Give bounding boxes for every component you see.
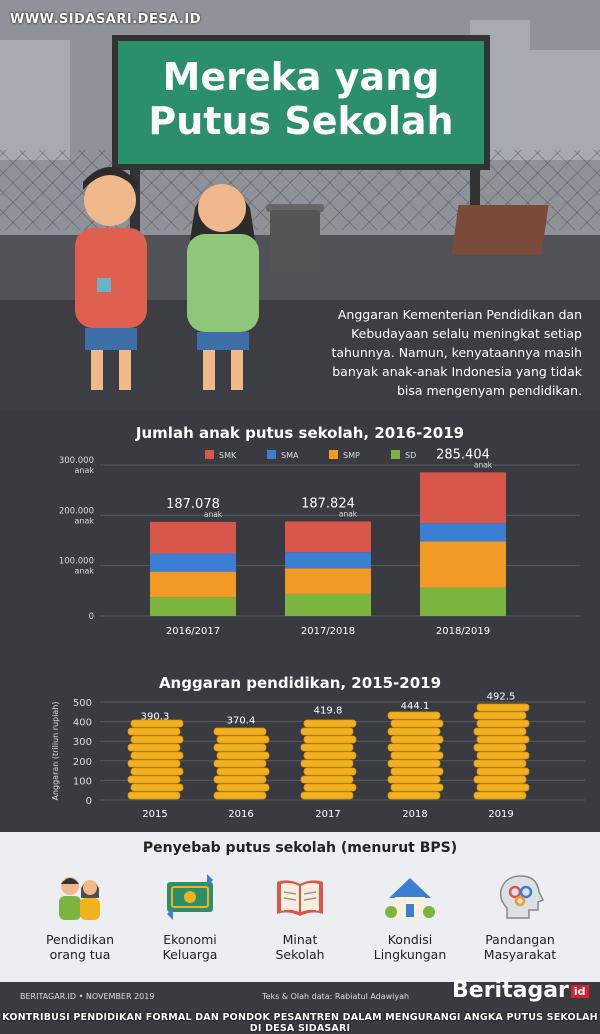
coin xyxy=(304,752,356,759)
coin xyxy=(131,768,183,775)
coin xyxy=(128,776,180,783)
coin xyxy=(388,712,440,719)
bar-segment xyxy=(285,552,371,568)
value-label: 492.5 xyxy=(486,691,516,703)
cause-family-economy xyxy=(135,870,245,962)
total-unit: anak xyxy=(473,460,493,470)
y-tick-label: 100 xyxy=(72,776,92,788)
coin xyxy=(388,744,440,751)
legend-swatch xyxy=(391,450,400,459)
coin xyxy=(391,784,443,791)
cause-label: Sekolah xyxy=(275,947,325,962)
budget-chart-title: Anggaran pendidikan, 2015-2019 xyxy=(158,674,442,692)
coin xyxy=(301,760,353,767)
house-icon xyxy=(383,870,437,924)
coin xyxy=(131,784,183,791)
coin xyxy=(474,744,526,751)
legend-swatch xyxy=(329,450,338,459)
footer xyxy=(0,978,600,1034)
coin xyxy=(391,720,443,727)
coin xyxy=(477,736,529,743)
bar-segment xyxy=(420,472,506,523)
illustration-scene xyxy=(0,0,600,410)
page-caption: KONTRIBUSI PENDIDIKAN FORMAL DAN PONDOK PESANTREN DALAM MENGURANGI ANGKA PUTUS SEKOLAH DI DESA SIDASARI xyxy=(2,1012,598,1034)
bar-segment xyxy=(420,523,506,541)
x-tick-label: 2016/2017 xyxy=(165,626,221,637)
coin xyxy=(391,752,443,759)
parents-icon xyxy=(53,870,107,924)
coin xyxy=(214,760,266,767)
coin xyxy=(217,752,269,759)
coin xyxy=(474,760,526,767)
coin xyxy=(474,712,526,719)
x-tick-label: 2018 xyxy=(402,809,428,820)
coin xyxy=(214,744,266,751)
children-illustration xyxy=(55,160,285,400)
cause-parents-education xyxy=(25,870,135,962)
coin xyxy=(304,768,356,775)
intro-line: Anggaran Kementerian Pendidikan dan xyxy=(337,307,582,322)
footer-date: BERITAGAR.ID • NOVEMBER 2019 xyxy=(20,992,155,1001)
book-icon xyxy=(273,870,327,924)
intro-line: Kebudayaan selalu meningkat setiap xyxy=(351,326,582,341)
x-tick-label: 2019 xyxy=(488,809,514,820)
bar-segment xyxy=(285,521,371,552)
coin xyxy=(474,776,526,783)
money-icon xyxy=(163,870,217,924)
cause-society-view xyxy=(465,870,575,962)
y-tick-label: 400 xyxy=(72,717,92,729)
coin xyxy=(477,784,529,791)
coin-stack xyxy=(301,720,356,799)
boy-figure xyxy=(75,167,147,390)
legend-swatch xyxy=(205,450,214,459)
girl-figure xyxy=(187,184,259,390)
brand-name: Beritagar xyxy=(452,978,569,1003)
brand-suffix: id xyxy=(571,985,589,998)
cause-label: Lingkungan xyxy=(373,947,447,962)
cause-label: Masyarakat xyxy=(483,947,557,962)
y-tick-label: 200.000 xyxy=(58,506,94,517)
total-unit: anak xyxy=(338,509,358,519)
bar-segment xyxy=(150,522,236,554)
x-tick-label: 2018/2019 xyxy=(435,626,491,637)
bar-segment xyxy=(150,597,236,616)
coin xyxy=(388,776,440,783)
watermark: WWW.SIDASARI.DESA.ID xyxy=(10,12,202,27)
coin xyxy=(304,784,356,791)
dropout-chart-title: Jumlah anak putus sekolah, 2016-2019 xyxy=(135,424,465,442)
total-label: 187.078 xyxy=(166,496,220,512)
cardboard-box-icon xyxy=(451,205,548,255)
y-tick-label: 500 xyxy=(72,698,92,709)
bar-segment xyxy=(150,572,236,598)
coin xyxy=(301,744,353,751)
causes-panel xyxy=(0,832,600,982)
building xyxy=(0,40,70,160)
coin-stack xyxy=(214,728,269,799)
cause-label: Ekonomi xyxy=(163,932,217,947)
value-label: 419.8 xyxy=(313,705,343,717)
y-tick-label: 0 xyxy=(88,612,94,622)
coin xyxy=(131,752,183,759)
coin xyxy=(304,736,356,743)
footer-credit: Teks & Olah data: Rabiatul Adawiyah xyxy=(262,992,410,1001)
coin-stack xyxy=(474,704,529,799)
dropout-chart-bars xyxy=(150,472,506,616)
dropout-chart xyxy=(0,410,600,655)
bar-segment xyxy=(150,554,236,572)
total-label: 187.824 xyxy=(301,496,355,512)
cause-environment xyxy=(355,870,465,962)
coin xyxy=(477,752,529,759)
brand-logo xyxy=(452,978,589,1003)
budget-chart-ylabel: Anggaran (triliun rupiah) xyxy=(51,701,60,801)
x-tick-label: 2017 xyxy=(315,809,341,820)
page-title-line-1: Mereka yang xyxy=(162,55,440,99)
cause-label: orang tua xyxy=(49,947,111,962)
coin xyxy=(128,728,180,735)
cause-school-interest xyxy=(245,870,355,962)
budget-chart-bars xyxy=(128,704,529,799)
y-tick-unit: anak xyxy=(74,516,94,526)
y-tick-label: 200 xyxy=(72,756,92,768)
coin xyxy=(301,792,353,799)
legend-label: SMA xyxy=(281,451,299,460)
legend-label: SMP xyxy=(343,451,360,460)
cause-label: Kondisi xyxy=(387,932,433,947)
y-tick-label: 300 xyxy=(72,737,92,749)
building xyxy=(530,50,600,160)
x-tick-label: 2017/2018 xyxy=(300,626,356,637)
dropout-chart-legend xyxy=(205,450,416,460)
x-tick-label: 2016 xyxy=(228,809,254,820)
coin xyxy=(217,736,269,743)
bar-segment xyxy=(285,568,371,594)
coin xyxy=(474,792,526,799)
coin xyxy=(128,792,180,799)
intro-line: banyak anak-anak Indonesia yang tidak xyxy=(332,364,582,379)
value-label: 390.3 xyxy=(140,711,170,723)
causes-title: Penyebab putus sekolah (menurut BPS) xyxy=(142,840,458,856)
legend-label: SD xyxy=(405,451,417,460)
coin xyxy=(214,728,266,735)
bar-segment xyxy=(420,588,506,616)
coin xyxy=(388,728,440,735)
coin xyxy=(217,768,269,775)
coin xyxy=(388,792,440,799)
bar-segment xyxy=(420,541,506,587)
intro-line: tahunnya. Namun, kenyataannya masih xyxy=(331,345,582,360)
title-sign xyxy=(112,35,490,170)
coin-stack xyxy=(128,720,183,799)
coin xyxy=(214,792,266,799)
coin xyxy=(388,760,440,767)
y-tick-label: 100.000 xyxy=(58,556,94,567)
cause-label: Keluarga xyxy=(162,947,218,962)
coin xyxy=(301,776,353,783)
coin xyxy=(391,768,443,775)
head-icon xyxy=(493,870,547,924)
coin xyxy=(477,720,529,727)
legend-swatch xyxy=(267,450,276,459)
coin xyxy=(301,728,353,735)
legend-label: SMK xyxy=(219,451,237,460)
cause-label: Pandangan xyxy=(485,932,555,947)
budget-chart xyxy=(0,660,600,825)
coin xyxy=(477,768,529,775)
intro-line: bisa mengenyam pendidikan. xyxy=(396,383,582,398)
coin xyxy=(304,720,356,727)
value-label: 444.1 xyxy=(400,700,430,712)
y-tick-label: 300.000 xyxy=(58,456,94,466)
x-tick-label: 2015 xyxy=(142,809,168,820)
coin xyxy=(217,784,269,791)
coin xyxy=(128,760,180,767)
cause-label: Pendidikan xyxy=(45,932,115,947)
page-title-line-2: Putus Sekolah xyxy=(148,99,454,143)
coin xyxy=(474,728,526,735)
value-label: 370.4 xyxy=(226,715,256,727)
coin xyxy=(131,736,183,743)
coin xyxy=(477,704,529,711)
cause-label: Minat xyxy=(282,932,318,947)
coin xyxy=(214,776,266,783)
bar-segment xyxy=(285,594,371,616)
y-tick-unit: anak xyxy=(74,466,94,475)
coin xyxy=(391,736,443,743)
intro-text xyxy=(292,305,582,400)
y-tick-label: 0 xyxy=(85,796,92,807)
coin-stack xyxy=(388,712,443,799)
coin xyxy=(128,744,180,751)
total-label: 285.404 xyxy=(436,447,490,463)
y-tick-unit: anak xyxy=(74,566,94,576)
total-unit: anak xyxy=(203,509,223,519)
